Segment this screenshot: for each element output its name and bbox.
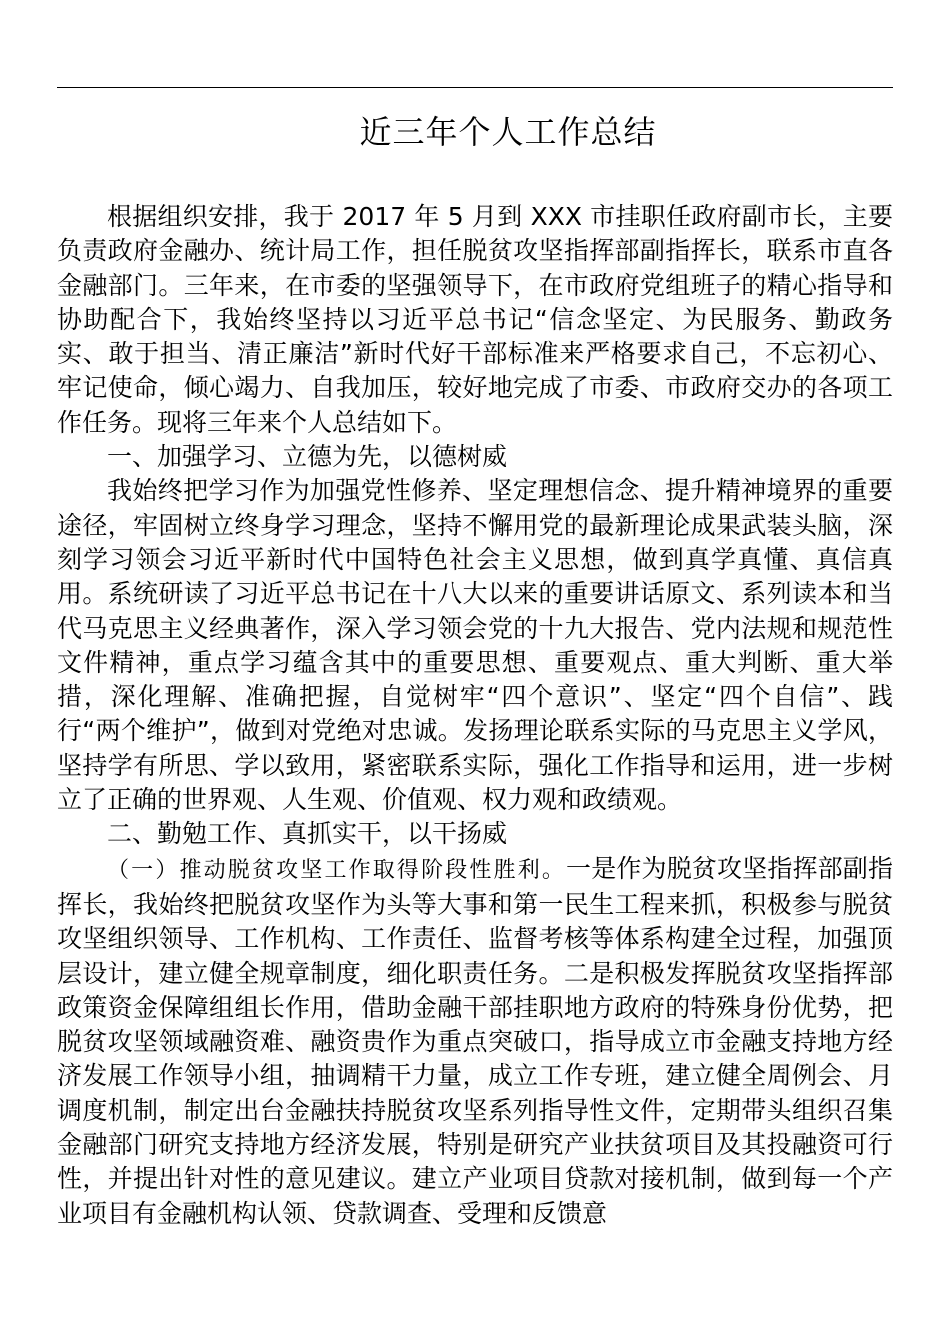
section-2-paragraph xyxy=(57,852,893,1231)
subsection-text: 一是作为脱贫攻坚指挥部副指挥长，我始终把脱贫攻坚作为头等大事和第一民生工程来抓，积极参与脱贫攻坚组织领导、工作机构、工作责任、监督考核等体系构建全过程，加强顶层设计，建立健全规章制度，细化职责任务。二是积极发挥脱贫攻坚指挥部政策资金保障组组长作用，借助金融干部挂职地方政府的特殊身份优势，把脱贫攻坚领域融资难、融资贵作为重点突破口，指导成立市金融支持地方经济发展工作领导小组，抽调精干力量，成立工作专班，建立健全周例会、月调度机制，制定出台金融扶持脱贫攻坚系列指导性文件，定期带头组织召集金融部门研究支持地方经济发展，特别是研究产业扶贫项目及其投融资可行性，并提出针对性的意见建议。建立产业项目贷款对接机制，做到每一个产业项目有金融机构认领、贷款调查、受理和反馈意 xyxy=(57,853,893,1228)
intro-paragraph: 根据组织安排，我于 2017 年 5 月到 XXX 市挂职任政府副市长，主要负责政府金融办、统计局工作，担任脱贫攻坚指挥部副指挥长，联系市直各金融部门。三年来，在市委的坚强领导下，在市政府党组班子的精心指导和协助配合下，我始终坚持以习近平总书记“信念坚定、为民服务、勤政务实、敢于担当、清正廉洁”新时代好干部标准来严格要求自己，不忘初心、牢记使命，倾心竭力、自我加压，较好地完成了市委、市政府交办的各项工作任务。现将三年来个人总结如下。 xyxy=(57,202,893,437)
header-rule xyxy=(57,87,893,88)
section-heading-1: 一、加强学习、立德为先，以德树威 xyxy=(107,442,508,472)
document-title: 近三年个人工作总结 xyxy=(359,113,657,151)
document-body xyxy=(57,200,893,1231)
subsection-lead: （一）推动脱贫攻坚工作取得阶段性胜利。 xyxy=(107,857,567,883)
section-1-paragraph: 我始终把学习作为加强党性修养、坚定理想信念、提升精神境界的重要途径，牢固树立终身学习理念，坚持不懈用党的最新理论成果武装头脑，深刻学习领会习近平新时代中国特色社会主义思想，做到真学真懂、真信真用。系统研读了习近平总书记在十八大以来的重要讲话原文、系列读本和当代马克思主义经典著作，深入学习领会党的十九大报告、党内法规和规范性文件精神，重点学习蕴含其中的重要思想、重要观点、重大判断、重大举措，深化理解、准确把握，自觉树牢“四个意识”、坚定“四个自信”、践行“两个维护”，做到对党绝对忠诚。发扬理论联系实际的马克思主义学风，坚持学有所思、学以致用，紧密联系实际，强化工作指导和运用，进一步树立了正确的世界观、人生观、价值观、权力观和政绩观。 xyxy=(57,476,893,815)
section-heading-2: 二、勤勉工作、真抓实干，以干扬威 xyxy=(107,819,508,849)
